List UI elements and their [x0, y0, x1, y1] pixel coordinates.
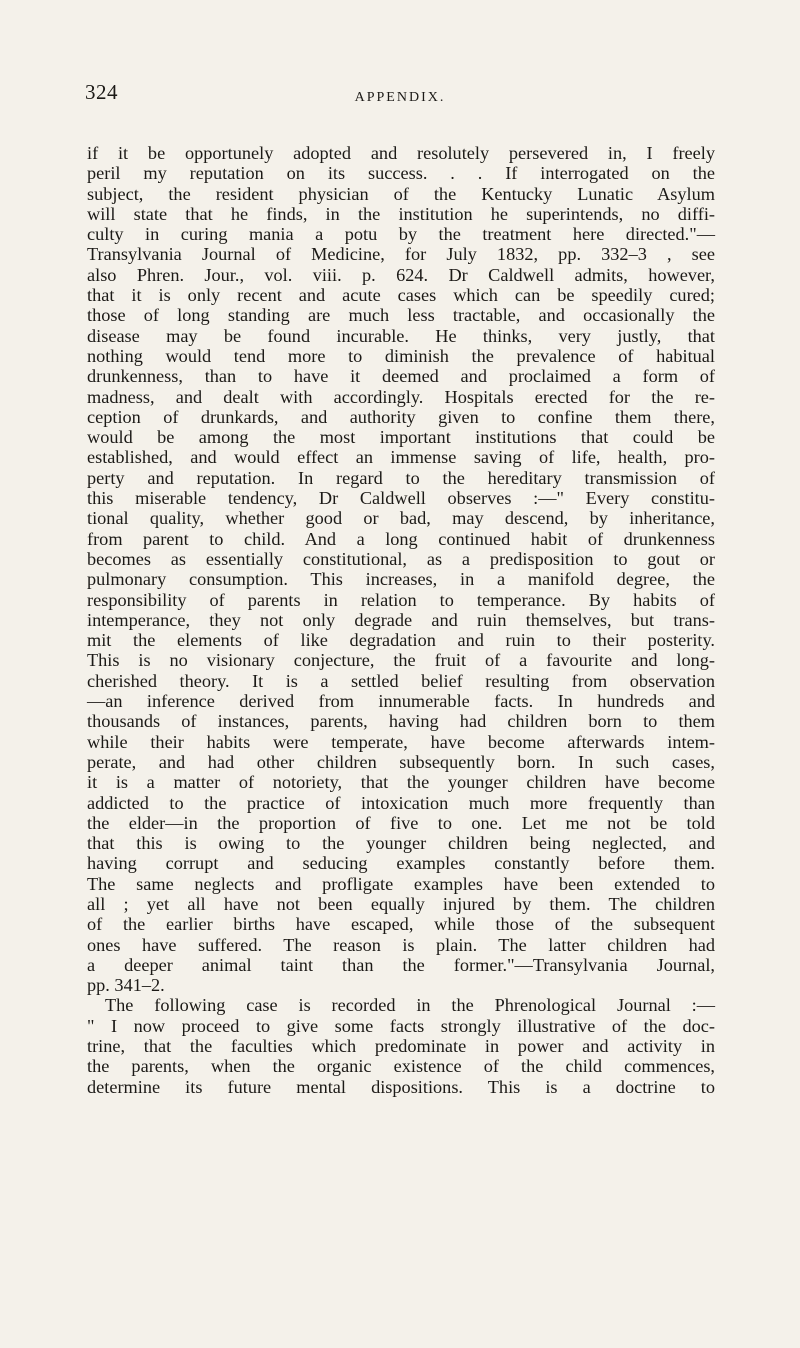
text-line: intemperance, they not only degrade and ruin themselves, but trans- — [87, 609, 715, 630]
text-line: a deeper animal taint than the former."—Transylvania Journal, — [87, 954, 715, 975]
text-line: trine, that the faculties which predominate in power and activity in — [87, 1036, 715, 1057]
running-head: APPENDIX. — [354, 90, 446, 105]
text-line: drunkenness, than to have it deemed and proclaimed a form of — [87, 366, 715, 387]
text-line: —an inference derived from innumerable facts. In hundreds and — [87, 691, 715, 712]
text-line: from parent to child. And a long continued habit of drunkenness — [87, 528, 715, 549]
text-line: tional quality, whether good or bad, may descend, by inheritance, — [87, 508, 715, 529]
text-line: madness, and dealt with accordingly. Hospitals erected for the re- — [87, 386, 715, 407]
text-line: subject, the resident physician of the Kentucky Lunatic Asylum — [87, 183, 715, 204]
text-line: pp. 341–2. — [87, 975, 165, 996]
page-header — [85, 80, 715, 120]
text-line: mit the elements of like degradation and ruin to their posterity. — [87, 630, 715, 651]
body-text — [87, 143, 715, 1097]
text-line: ception of drunkards, and authority given to confine them there, — [87, 406, 715, 427]
text-line: " I now proceed to give some facts strongly illustrative of the doc- — [87, 1015, 715, 1036]
text-line: The same neglects and profligate examples have been extended to — [87, 873, 715, 894]
text-line: that it is only recent and acute cases which can be speedily cured; — [87, 285, 715, 306]
text-line: also Phren. Jour., vol. viii. p. 624. Dr Caldwell admits, however, — [87, 264, 715, 285]
text-line: all ; yet all have not been equally injured by them. The children — [87, 893, 715, 914]
text-line: perty and reputation. In regard to the hereditary transmission of — [87, 467, 715, 488]
text-line: The following case is recorded in the Phrenological Journal :— — [105, 995, 715, 1016]
text-line: Transylvania Journal of Medicine, for July 1832, pp. 332–3 , see — [87, 244, 715, 265]
text-line: will state that he finds, in the institution he superintends, no diffi- — [87, 203, 715, 224]
text-line: the elder—in the proportion of five to one. Let me not be told — [87, 812, 715, 833]
text-line: while their habits were temperate, have become afterwards intem- — [87, 731, 715, 752]
text-line: peril my reputation on its success. . . If interrogated on the — [87, 163, 715, 184]
text-line: disease may be found incurable. He thinks, very justly, that — [87, 325, 715, 346]
text-line: determine its future mental dispositions. This is a doctrine to — [87, 1076, 715, 1097]
text-line: the parents, when the organic existence of the child commences, — [87, 1056, 715, 1077]
text-line: if it be opportunely adopted and resolutely persevered in, I freely — [87, 143, 715, 163]
text-line: of the earlier births have escaped, while those of the subsequent — [87, 914, 715, 935]
text-line: thousands of instances, parents, having had children born to them — [87, 711, 715, 732]
text-line: it is a matter of notoriety, that the younger children have become — [87, 772, 715, 793]
text-line: nothing would tend more to diminish the prevalence of habitual — [87, 345, 715, 366]
text-line: becomes as essentially constitutional, as a predisposition to gout or — [87, 548, 715, 569]
text-line: this miserable tendency, Dr Caldwell observes :—" Every constitu- — [87, 488, 715, 509]
text-line: established, and would effect an immense saving of life, health, pro- — [87, 447, 715, 468]
text-line: having corrupt and seducing examples constantly before them. — [87, 853, 715, 874]
text-line: that this is owing to the younger children being neglected, and — [87, 833, 715, 854]
text-line: cherished theory. It is a settled belief resulting from observation — [87, 670, 715, 691]
text-line: would be among the most important institutions that could be — [87, 427, 715, 448]
text-line: ones have suffered. The reason is plain. The latter children had — [87, 934, 715, 955]
text-line: responsibility of parents in relation to temperance. By habits of — [87, 589, 715, 610]
text-line: those of long standing are much less tractable, and occasionally the — [87, 305, 715, 326]
text-line: pulmonary consumption. This increases, in a manifold degree, the — [87, 569, 715, 590]
text-line: This is no visionary conjecture, the fruit of a favourite and long- — [87, 650, 715, 671]
text-line: perate, and had other children subsequently born. In such cases, — [87, 751, 715, 772]
text-line: culty in curing mania a potu by the treatment here directed."— — [87, 224, 715, 245]
text-line: addicted to the practice of intoxication much more frequently than — [87, 792, 715, 813]
page-number: 324 — [85, 80, 118, 104]
